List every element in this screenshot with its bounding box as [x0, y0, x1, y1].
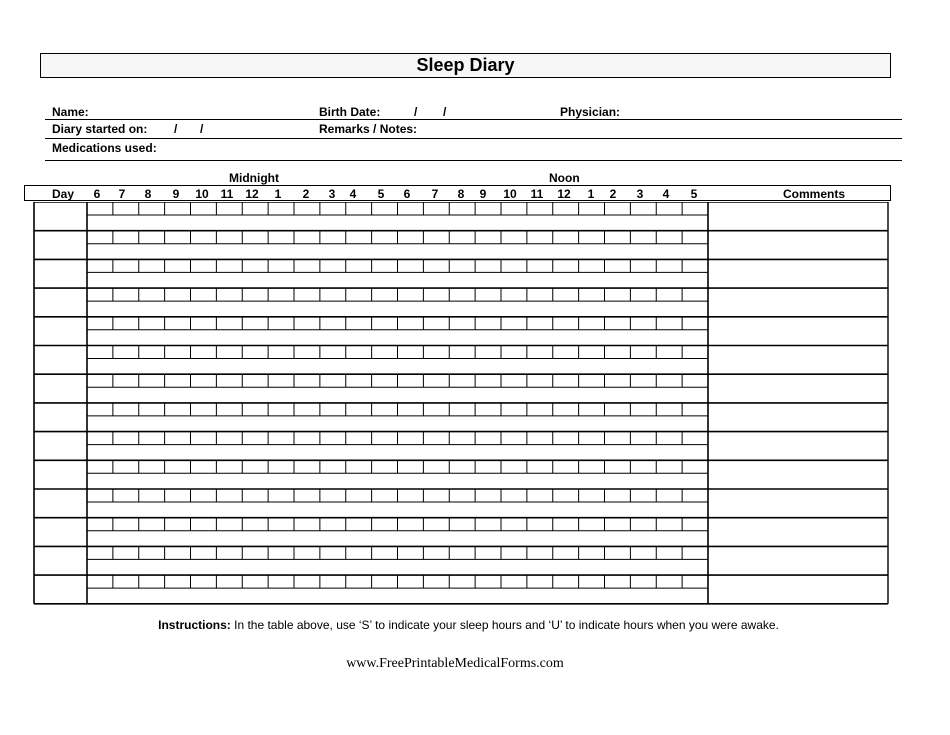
hour-label: 12: [557, 187, 571, 201]
hour-label: 6: [403, 187, 411, 201]
sleep-grid: [33, 202, 890, 612]
hour-label: 1: [587, 187, 595, 201]
hour-label: 9: [172, 187, 180, 201]
footer-url[interactable]: www.FreePrintableMedicalForms.com: [346, 656, 564, 671]
title-bar: [40, 53, 891, 78]
page-title: Sleep Diary: [416, 55, 515, 75]
name-label: Name:: [52, 105, 89, 119]
sleep-grid-svg: [33, 202, 890, 607]
hour-label: 2: [302, 187, 310, 201]
hour-label: 8: [144, 187, 152, 201]
hour-label: 6: [93, 187, 101, 201]
instructions-text: In the table above, use ‘S’ to indicate your sleep hours and ‘U’ to indicate hours when you were awake.: [230, 618, 779, 632]
hour-label: 5: [690, 187, 698, 201]
hour-label: 12: [245, 187, 259, 201]
instructions-label: Instructions:: [158, 618, 231, 632]
remarks-notes-label: Remarks / Notes:: [319, 122, 418, 136]
hour-label: 11: [220, 187, 234, 201]
hour-label: 7: [431, 187, 439, 201]
hour-label: 1: [274, 187, 282, 201]
divider-line: [45, 119, 902, 120]
diary-started-slash: /: [200, 122, 204, 136]
hour-label: 5: [377, 187, 385, 201]
hour-label: 3: [636, 187, 644, 201]
hour-label: 10: [503, 187, 517, 201]
hour-label: 10: [195, 187, 209, 201]
hour-label: 9: [479, 187, 487, 201]
hour-label: 2: [609, 187, 617, 201]
physician-label: Physician:: [560, 105, 621, 119]
hour-label: 3: [328, 187, 336, 201]
hour-label: 11: [530, 187, 544, 201]
divider-line: [45, 138, 902, 139]
comments-column-header: Comments: [783, 187, 846, 201]
instructions: [0, 618, 937, 632]
hour-label: 7: [118, 187, 126, 201]
diary-started-label: Diary started on:: [52, 122, 148, 136]
divider-line: [45, 160, 902, 161]
birth-date-slash: /: [414, 105, 418, 119]
day-column-header: Day: [52, 187, 75, 201]
noon-label: Noon: [549, 171, 580, 185]
diary-started-slash: /: [174, 122, 178, 136]
medications-label: Medications used:: [52, 141, 157, 155]
hour-label: 8: [457, 187, 465, 201]
hour-label: 4: [662, 187, 670, 201]
birth-date-slash: /: [443, 105, 447, 119]
midnight-label: Midnight: [229, 171, 279, 185]
hour-label: 4: [349, 187, 357, 201]
birth-date-label: Birth Date:: [319, 105, 381, 119]
